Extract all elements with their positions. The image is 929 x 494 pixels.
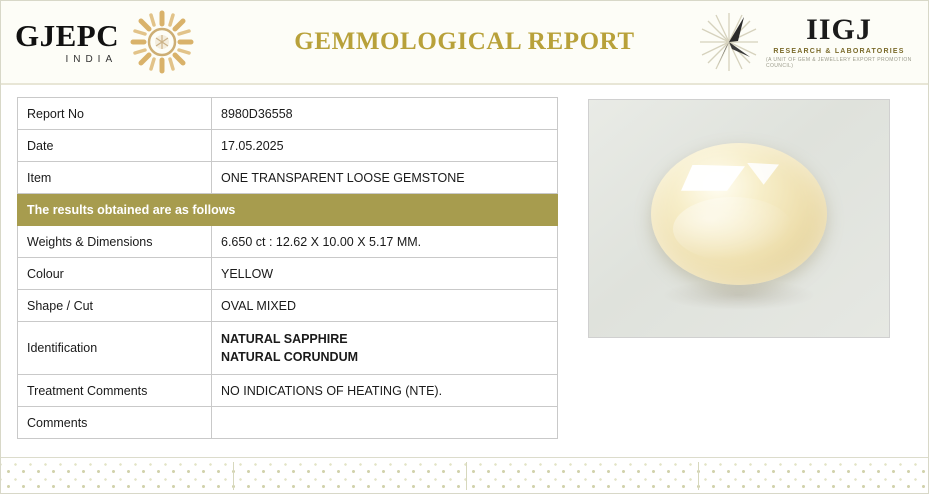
- report-header: [1, 1, 928, 85]
- gem-facet-highlight-right: [747, 163, 779, 185]
- identification-line-2: NATURAL CORUNDUM: [221, 350, 359, 365]
- iigj-subtitle-1: RESEARCH & LABORATORIES: [773, 48, 905, 55]
- gjepc-wordmark: [15, 17, 120, 65]
- row-label-treatment-comments: Treatment Comments: [18, 375, 212, 407]
- results-band: [18, 194, 558, 226]
- row-value-comments: [212, 407, 558, 439]
- row-label-colour: Colour: [18, 258, 212, 290]
- row-label-shape-cut: Shape / Cut: [18, 290, 212, 322]
- report-title-container: [231, 28, 698, 56]
- identification-line-1: NATURAL SAPPHIRE: [221, 332, 348, 346]
- iigj-wordmark: [766, 15, 912, 69]
- row-value-date: 17.05.2025: [212, 130, 558, 162]
- table-row: [18, 322, 558, 375]
- sunburst-icon: [129, 9, 195, 75]
- iigj-name: IIGJ: [806, 13, 872, 46]
- gem-facet-highlight-left: [681, 165, 745, 191]
- footer-dot-pattern: [1, 458, 929, 493]
- table-row: [18, 290, 558, 322]
- starburst-icon: [698, 11, 760, 73]
- iigj-logo: [698, 11, 928, 73]
- table-row: [18, 162, 558, 194]
- table-row: [18, 407, 558, 439]
- footer-tick: [698, 462, 699, 490]
- row-label-item: Item: [18, 162, 212, 194]
- footer-tick: [233, 462, 234, 490]
- row-label-weights-dimensions: Weights & Dimensions: [18, 226, 212, 258]
- table-row: [18, 375, 558, 407]
- gem-body: [651, 143, 827, 285]
- gjepc-subtitle: INDIA: [65, 53, 118, 65]
- results-band-label: The results obtained are as follows: [18, 194, 558, 226]
- row-value-identification: [212, 322, 558, 375]
- gjepc-name: GJEPC: [15, 17, 120, 53]
- footer-decoration: [1, 457, 929, 493]
- row-value-weights-dimensions: 6.650 ct : 12.62 X 10.00 X 5.17 MM.: [212, 226, 558, 258]
- iigj-subtitle-2: (A UNIT OF GEM & JEWELLERY EXPORT PROMOTION COUNCIL): [766, 57, 912, 69]
- report-table: [17, 97, 558, 439]
- gjepc-logo: [1, 9, 231, 75]
- row-value-report-no: 8980D36558: [212, 98, 558, 130]
- row-label-comments: Comments: [18, 407, 212, 439]
- gemstone-photo: [588, 99, 890, 338]
- gem-sheen: [673, 197, 793, 261]
- footer-tick: [466, 462, 467, 490]
- page-title: GEMMOLOGICAL REPORT: [294, 28, 635, 55]
- row-value-colour: YELLOW: [212, 258, 558, 290]
- table-row: [18, 130, 558, 162]
- row-label-report-no: Report No: [18, 98, 212, 130]
- row-value-treatment-comments: NO INDICATIONS OF HEATING (NTE).: [212, 375, 558, 407]
- row-value-item: ONE TRANSPARENT LOOSE GEMSTONE: [212, 162, 558, 194]
- table-row: [18, 258, 558, 290]
- row-label-date: Date: [18, 130, 212, 162]
- table-row: [18, 226, 558, 258]
- report-body: [1, 85, 928, 439]
- row-value-shape-cut: OVAL MIXED: [212, 290, 558, 322]
- row-label-identification: Identification: [18, 322, 212, 375]
- table-row: [18, 98, 558, 130]
